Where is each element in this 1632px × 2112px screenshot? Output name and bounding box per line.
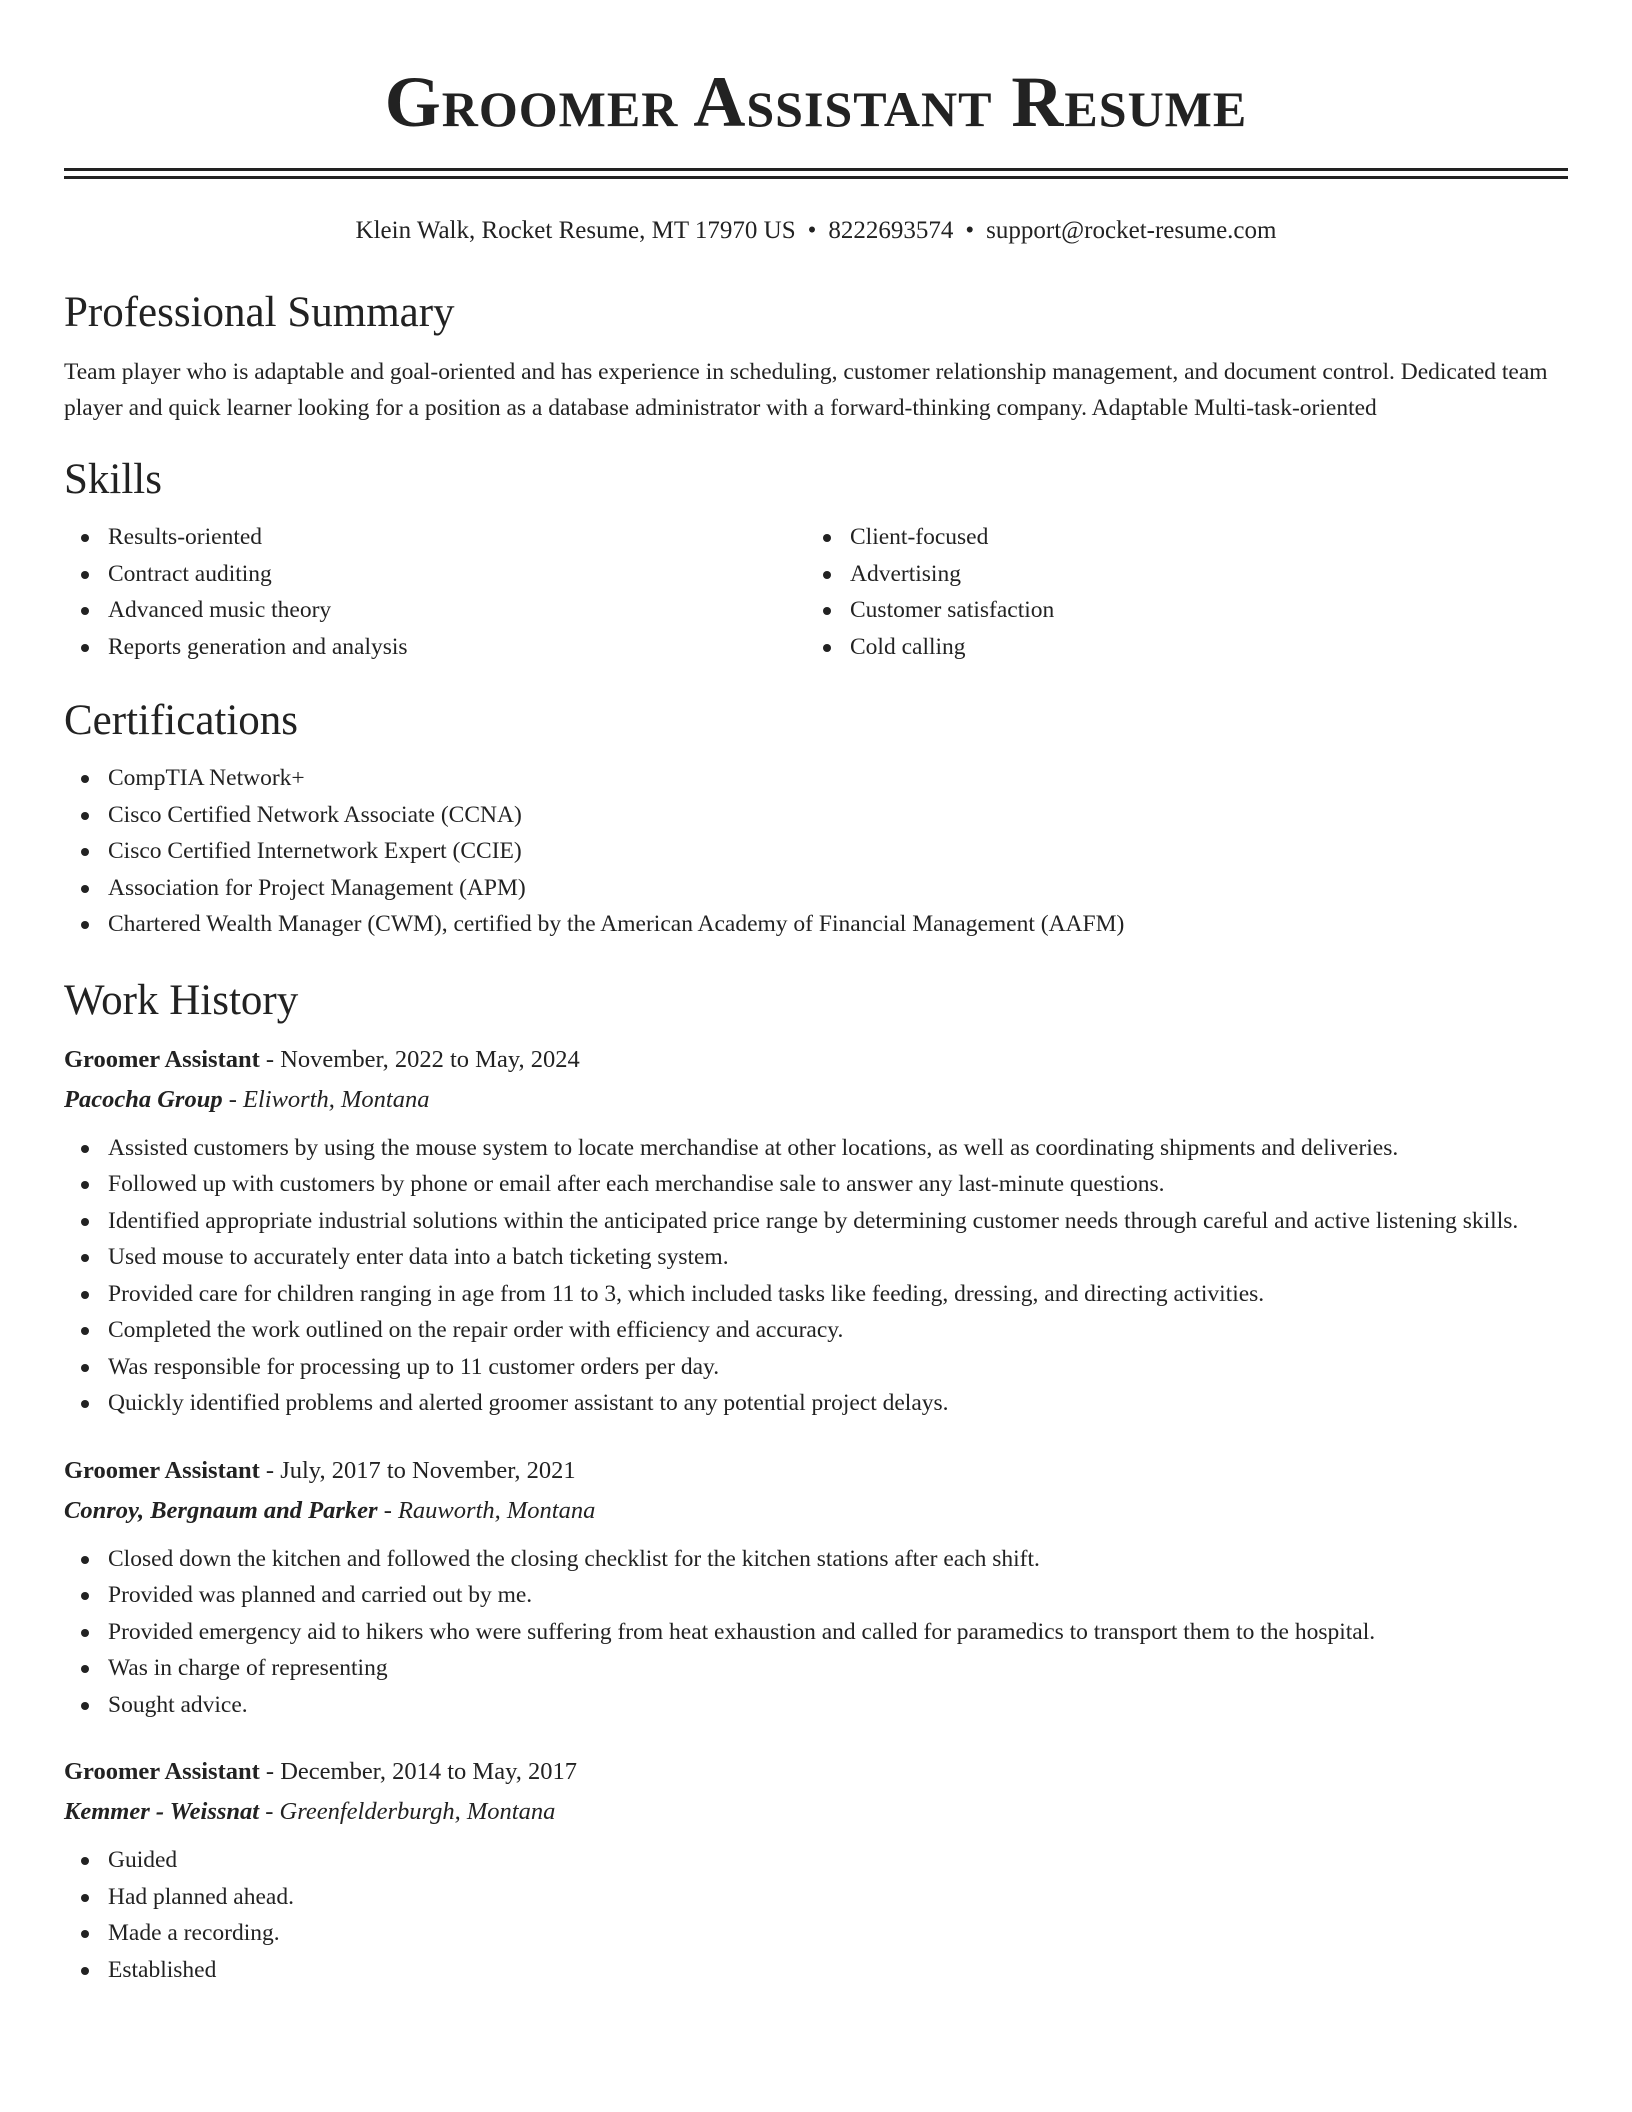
certification-item: Cisco Certified Network Associate (CCNA) (64, 797, 1568, 834)
skill-item: Contract auditing (64, 556, 806, 593)
certification-item: Chartered Wealth Manager (CWM), certified by the American Academy of Financial Management (AAFM) (64, 906, 1568, 943)
contact-email: support@rocket-resume.com (986, 217, 1277, 244)
contact-address: Klein Walk, Rocket Resume, MT 17970 US (355, 217, 796, 244)
job-bullet: Guided (64, 1842, 1568, 1879)
skills-list-left (64, 519, 806, 665)
job-dates: - December, 2014 to May, 2017 (259, 1758, 577, 1785)
job-company-line (64, 1080, 1568, 1120)
skills-grid (64, 519, 1568, 665)
skills-heading: Skills (64, 456, 162, 503)
summary-heading: Professional Summary (64, 289, 455, 336)
job-bullet: Was responsible for processing up to 11 customer orders per day. (64, 1349, 1568, 1386)
certification-item: Cisco Certified Internetwork Expert (CCIE) (64, 833, 1568, 870)
resume-title: Groomer Assistant Resume (384, 62, 1248, 142)
job-entry (64, 1752, 1568, 1988)
summary-section (64, 291, 1568, 426)
job-dates: - November, 2022 to May, 2024 (259, 1045, 580, 1073)
contact-phone: 8222693574 (828, 217, 954, 244)
contact-line (64, 215, 1568, 247)
job-bullets (64, 1130, 1568, 1422)
job-company-line (64, 1792, 1568, 1832)
job-bullets (64, 1842, 1568, 1988)
job-location: - Eliworth, Montana (222, 1085, 430, 1113)
job-entry (64, 1451, 1568, 1724)
job-bullet: Was in charge of representing (64, 1650, 1568, 1687)
skills-section (64, 458, 1568, 665)
job-entry (64, 1040, 1568, 1422)
skill-item: Client-focused (806, 519, 1054, 556)
job-title-line (64, 1451, 1568, 1491)
title-divider-top (64, 168, 1568, 171)
skill-item: Advertising (806, 556, 1054, 593)
skill-item: Results-oriented (64, 519, 806, 556)
job-bullet: Closed down the kitchen and followed the closing checklist for the kitchen stations after each shift. (64, 1541, 1568, 1578)
job-role: Groomer Assistant (64, 1045, 260, 1073)
job-role: Groomer Assistant (64, 1758, 260, 1785)
job-title-line (64, 1752, 1568, 1792)
skill-item: Cold calling (806, 629, 1054, 666)
skill-item: Customer satisfaction (806, 592, 1054, 629)
certification-item: CompTIA Network+ (64, 760, 1568, 797)
job-bullet: Provided emergency aid to hikers who were suffering from heat exhaustion and called for paramedics to transport them to the hospital. (64, 1614, 1568, 1651)
job-bullet: Identified appropriate industrial solutions within the anticipated price range by determining customer needs through careful and active listening skills. (64, 1203, 1568, 1240)
certifications-list (64, 760, 1568, 943)
work-history-heading: Work History (64, 976, 299, 1024)
job-company: Pacocha Group (64, 1085, 223, 1113)
contact-separator: • (807, 217, 817, 244)
title-divider-bottom (64, 176, 1568, 179)
job-bullet: Completed the work outlined on the repair order with efficiency and accuracy. (64, 1312, 1568, 1349)
skill-item: Advanced music theory (64, 592, 806, 629)
job-dates: - July, 2017 to November, 2021 (259, 1456, 576, 1484)
work-history-section (64, 976, 1568, 1989)
job-bullet: Used mouse to accurately enter data into a batch ticketing system. (64, 1239, 1568, 1276)
job-company: Kemmer - Weissnat (64, 1798, 260, 1825)
job-bullet: Provided care for children ranging in age from 11 to 3, which included tasks like feeding, dressing, and directing activities. (64, 1276, 1568, 1313)
job-company-line (64, 1491, 1568, 1531)
skills-list-right (806, 519, 1054, 665)
job-title-line (64, 1040, 1568, 1080)
certifications-heading: Certifications (64, 697, 299, 744)
job-bullet: Sought advice. (64, 1687, 1568, 1724)
job-bullet: Provided was planned and carried out by me. (64, 1577, 1568, 1614)
job-location: - Rauworth, Montana (377, 1496, 596, 1524)
job-bullet: Made a recording. (64, 1915, 1568, 1952)
job-bullet: Established (64, 1952, 1568, 1989)
job-location: - Greenfelderburgh, Montana (259, 1798, 556, 1825)
certifications-section (64, 699, 1568, 943)
contact-separator: • (965, 217, 975, 244)
job-bullet: Assisted customers by using the mouse system to locate merchandise at other locations, as well as coordinating shipments and deliveries. (64, 1130, 1568, 1167)
skill-item: Reports generation and analysis (64, 629, 806, 666)
job-bullets (64, 1541, 1568, 1724)
job-bullet: Had planned ahead. (64, 1879, 1568, 1916)
job-bullet: Quickly identified problems and alerted groomer assistant to any potential project delays. (64, 1385, 1568, 1422)
job-role: Groomer Assistant (64, 1456, 260, 1484)
job-company: Conroy, Bergnaum and Parker (64, 1496, 378, 1524)
certification-item: Association for Project Management (APM) (64, 870, 1568, 907)
job-bullet: Followed up with customers by phone or email after each merchandise sale to answer any last-minute questions. (64, 1166, 1568, 1203)
summary-text: Team player who is adaptable and goal-oriented and has experience in scheduling, customer relationship management, and document control. Dedicated team player and quick learner looking for a position as a database administrator with a forward-thinking company. Adaptable Multi-task-oriented (64, 359, 1548, 421)
